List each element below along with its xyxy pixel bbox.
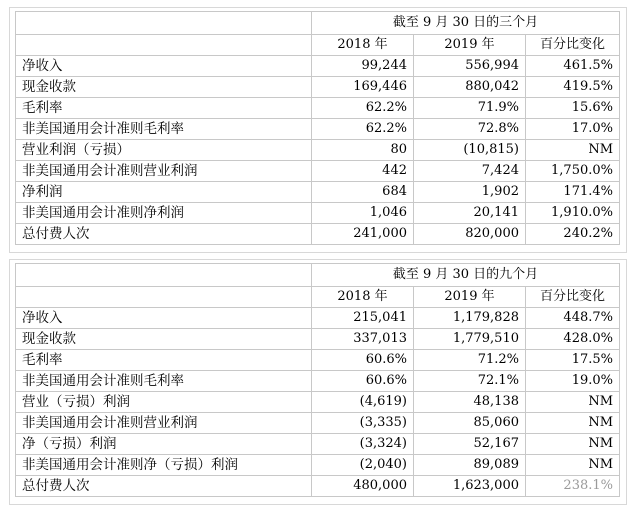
- value-2019: 556,994: [414, 56, 526, 77]
- percent-change: 15.6%: [526, 98, 620, 119]
- table-row: [16, 98, 620, 119]
- value-2018: 60.6%: [312, 371, 414, 392]
- value-2018: 99,244: [312, 56, 414, 77]
- percent-change: NM: [526, 413, 620, 434]
- value-2018: 684: [312, 182, 414, 203]
- value-2018: (2,040): [312, 455, 414, 476]
- table-row: [16, 308, 620, 329]
- percent-change: 461.5%: [526, 56, 620, 77]
- value-2018: 62.2%: [312, 119, 414, 140]
- percent-change: NM: [526, 434, 620, 455]
- row-label: 净利润: [16, 182, 312, 203]
- row-label: 毛利率: [16, 350, 312, 371]
- percent-change: NM: [526, 392, 620, 413]
- column-header-2018: 2018 年: [312, 35, 414, 56]
- row-label: 净（亏损）利润: [16, 434, 312, 455]
- value-2018: 1,046: [312, 203, 414, 224]
- table-title: 截至 9 月 30 日的三个月: [312, 12, 620, 35]
- value-2019: 52,167: [414, 434, 526, 455]
- percent-change: NM: [526, 455, 620, 476]
- column-header-2019: 2019 年: [414, 287, 526, 308]
- table-row: [16, 392, 620, 413]
- percent-change: 19.0%: [526, 371, 620, 392]
- row-label: 非美国通用会计准则毛利率: [16, 119, 312, 140]
- value-2019: (10,815): [414, 140, 526, 161]
- row-label: 现金收款: [16, 77, 312, 98]
- value-2018: 442: [312, 161, 414, 182]
- table-row: [16, 182, 620, 203]
- table-row: [16, 329, 620, 350]
- row-label: 非美国通用会计准则营业利润: [16, 413, 312, 434]
- table-title-row: [16, 264, 620, 287]
- table-row: [16, 413, 620, 434]
- table-row: [16, 77, 620, 98]
- value-2019: 48,138: [414, 392, 526, 413]
- row-label: 现金收款: [16, 329, 312, 350]
- table-row: [16, 350, 620, 371]
- column-header-change: 百分比变化: [526, 287, 620, 308]
- table-title-row: [16, 12, 620, 35]
- value-2019: 1,902: [414, 182, 526, 203]
- percent-change: 17.5%: [526, 350, 620, 371]
- value-2018: 241,000: [312, 224, 414, 245]
- value-2018: (3,335): [312, 413, 414, 434]
- value-2019: 85,060: [414, 413, 526, 434]
- row-label: 净收入: [16, 308, 312, 329]
- table-row: [16, 56, 620, 77]
- percent-change: 1,750.0%: [526, 161, 620, 182]
- value-2019: 20,141: [414, 203, 526, 224]
- percent-change: 1,910.0%: [526, 203, 620, 224]
- column-header-2018: 2018 年: [312, 287, 414, 308]
- value-2018: 215,041: [312, 308, 414, 329]
- empty-header-cell: [16, 35, 312, 56]
- table-row: [16, 224, 620, 245]
- percent-change: 419.5%: [526, 77, 620, 98]
- percent-change: 238.1%: [526, 476, 620, 497]
- value-2019: 71.9%: [414, 98, 526, 119]
- value-2019: 71.2%: [414, 350, 526, 371]
- row-label: 营业（亏损）利润: [16, 392, 312, 413]
- percent-change: 17.0%: [526, 119, 620, 140]
- column-header-row: [16, 35, 620, 56]
- value-2019: 880,042: [414, 77, 526, 98]
- value-2019: 89,089: [414, 455, 526, 476]
- table-row: [16, 119, 620, 140]
- row-label: 非美国通用会计准则毛利率: [16, 371, 312, 392]
- value-2019: 1,779,510: [414, 329, 526, 350]
- value-2019: 1,623,000: [414, 476, 526, 497]
- column-header-row: [16, 287, 620, 308]
- row-label: 毛利率: [16, 98, 312, 119]
- value-2018: 480,000: [312, 476, 414, 497]
- table-row: [16, 140, 620, 161]
- table-row: [16, 203, 620, 224]
- column-header-change: 百分比变化: [526, 35, 620, 56]
- three-month-results-table: [15, 11, 620, 245]
- value-2018: 337,013: [312, 329, 414, 350]
- percent-change: 171.4%: [526, 182, 620, 203]
- percent-change: 428.0%: [526, 329, 620, 350]
- value-2019: 72.8%: [414, 119, 526, 140]
- row-label: 总付费人次: [16, 476, 312, 497]
- empty-header-cell: [16, 287, 312, 308]
- empty-corner-cell: [16, 12, 312, 35]
- table-title: 截至 9 月 30 日的九个月: [312, 264, 620, 287]
- value-2019: 72.1%: [414, 371, 526, 392]
- value-2019: 820,000: [414, 224, 526, 245]
- percent-change: 240.2%: [526, 224, 620, 245]
- table-row: [16, 434, 620, 455]
- value-2019: 7,424: [414, 161, 526, 182]
- row-label: 净收入: [16, 56, 312, 77]
- empty-corner-cell: [16, 264, 312, 287]
- value-2019: 1,179,828: [414, 308, 526, 329]
- value-2018: (4,619): [312, 392, 414, 413]
- percent-change: 448.7%: [526, 308, 620, 329]
- nine-month-results-table: [15, 263, 620, 497]
- row-label: 总付费人次: [16, 224, 312, 245]
- value-2018: (3,324): [312, 434, 414, 455]
- value-2018: 80: [312, 140, 414, 161]
- row-label: 非美国通用会计准则净利润: [16, 203, 312, 224]
- value-2018: 62.2%: [312, 98, 414, 119]
- row-label: 非美国通用会计准则净（亏损）利润: [16, 455, 312, 476]
- value-2018: 169,446: [312, 77, 414, 98]
- column-header-2019: 2019 年: [414, 35, 526, 56]
- table-row: [16, 161, 620, 182]
- value-2018: 60.6%: [312, 350, 414, 371]
- table-row: [16, 455, 620, 476]
- row-label: 营业利润（亏损）: [16, 140, 312, 161]
- table-row: [16, 371, 620, 392]
- percent-change: NM: [526, 140, 620, 161]
- table-row: [16, 476, 620, 497]
- row-label: 非美国通用会计准则营业利润: [16, 161, 312, 182]
